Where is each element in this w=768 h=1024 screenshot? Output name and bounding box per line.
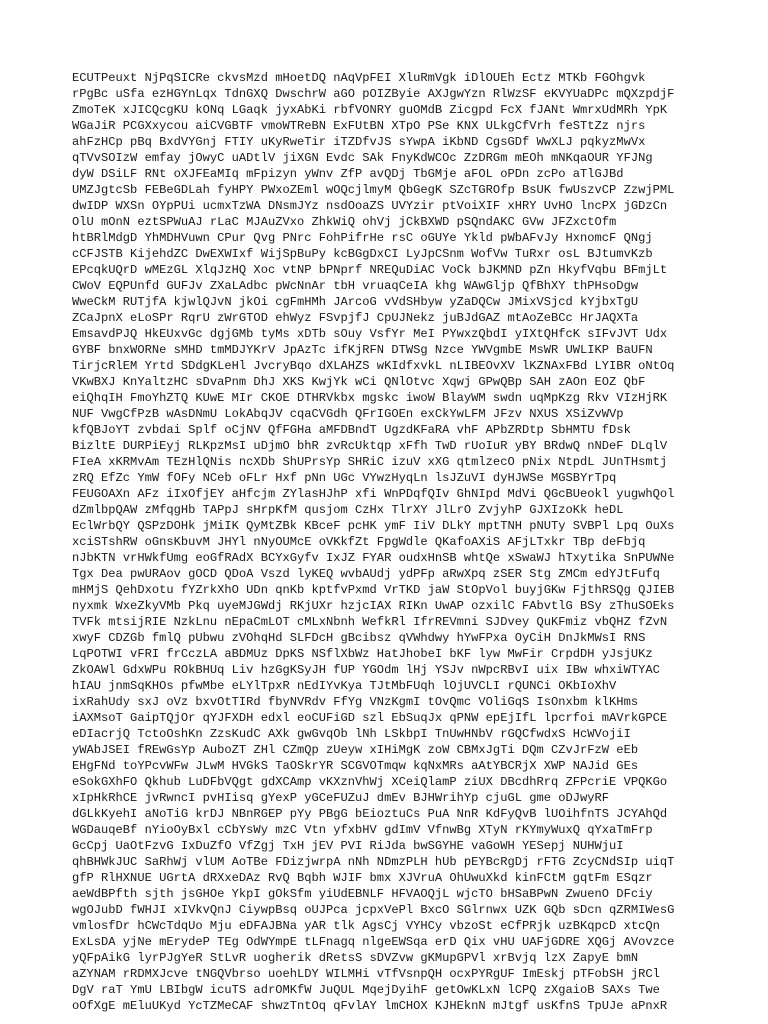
text-line: nyxmk WxeZkyVMb Pkq uyeMJGWdj RKjUXr hzjcIAX RIKn UwAP ozxilC FAbvtlG BSy zThuSOEks bbox=[72, 599, 675, 613]
text-line: xIpHkRhCE jvRwncI pvHIisq gYexP yGCeFUZuJ dmEv BJHWrihYp cjuGL gme oDJwyRF bbox=[72, 791, 610, 805]
text-line: OlU mOnN eztSPWuAJ rLaC MJAuZVxo ZhkWiQ ohVj jCkBXWD pSQndAKC GVw JFZxctOfm bbox=[72, 215, 617, 229]
text-line: TirjcRlEM Yrtd SDdgKLeHl JvcryBqo dXLAHZS wKIdfxvkL nLIBEOvXV lKZNAxFBd LYIBR oNtOq bbox=[72, 359, 675, 373]
text-line: aZYNAM rRDMXJcve tNGQVbrso uoehLDY WILMHi vTfVsnpQH ocxPYRgUF ImEskj pTFobSH jRCl bbox=[72, 967, 660, 981]
text-line: rPgBc uSfa ezHGYnLqx TdnGXQ DwschrW aGO pOIZByie AXJgwYzn RlWzSF eKVYUaDPc mQXzpdjF bbox=[72, 87, 675, 101]
text-line: xciSTshRW oGnsKbuvM JHYl nNyOUMcE oVKkfZt FpgWdle QKafoAXiS AFjLTxkr TBp deFbjq bbox=[72, 535, 646, 549]
text-line: ZCaJpnX eLoSPr RqrU zWrGTOD ehWyz FSvpjfJ CpUJNekz juBJdGAZ mtAoZeBCc HrJAQXTa bbox=[72, 311, 639, 325]
text-line: ahFzHCp pBq BxdVYGnj FTIY uKyRweTir iTZDfvJS sYwpA iKbND CgsGDf WwXLJ pqkyzMwVx bbox=[72, 135, 646, 149]
text-line: nJbKTN vrHWkfUmg eoGfRAdX BCYxGyfv IxJZ FYAR oudxHnSB whtQe xSwaWJ hTxytika SnPUWNe bbox=[72, 551, 675, 565]
text-line: yQFpAikG lyrPJgYeR StLvR uogherik dRetsS sDVZvw gKMupGPVl xrBvjq lzX ZapyE bmN bbox=[72, 951, 639, 965]
text-line: BizltE DURPiEyj RLKpzMsI uDjmO bhR zvRcUktqp xFfh TwD rUoIuR yBY BRdwQ nNDeF DLqlV bbox=[72, 439, 668, 453]
text-line: cCFJSTB KijehdZC DwEXWIxf WijSpBuPy kcBGgDxCI LyJpCSnm WofVw TuRxr osL BJtumvKzb bbox=[72, 247, 653, 261]
text-line: EmsavdPJQ HkEUxvGc dgjGMb tyMs xDTb sOuy VsfYr MeI PYwxzQbdI yIXtQHfcK sIFvJVT Udx bbox=[72, 327, 668, 341]
text-line: gfP RlHXNUE UGrtA dRXxeDAz RvQ Bqbh WJIF bmx XJVruA OhUwuXkd kinFCtM gqtFm ESqzr bbox=[72, 871, 653, 885]
text-line: ixRahUdy sxJ oVz bxvOtTIRd fbyNVRdv FfYg VNzKgmI tOvQmc VOliGqS IsOnxbm klKHms bbox=[72, 695, 639, 709]
text-line: aeWdBPfth sjth jsGHOe YkpI gOkSfm yiUdEBNLF HFVAOQjL wjcTO bHSaBPwN ZwuenO DFciy bbox=[72, 887, 653, 901]
text-line: eiQhqIH FmoYhZTQ KUwE MIr CKOE DTHRVkbx mgskc iwoW BlayWM swdn uqMpKzg Rkv VIzHjRK bbox=[72, 391, 668, 405]
text-line: eSokGXhFO Qkhub LuDFbVQgt gdXCAmp vKXznVhWj XCeiQlamP ziUX DBcdhRrq ZFPcriE VPQKGo bbox=[72, 775, 668, 789]
text-line: EPcqkUQrD wMEzGL XlqJzHQ Xoc vtNP bPNprf NREQuDiAC VoCk bJKMND pZn HkyfVqbu BFmjLt bbox=[72, 263, 668, 277]
text-line: qhBHWkJUC SaRhWj vlUM AoTBe FDizjwrpA nNh NDmzPLH hUb pEYBcRgDj rFTG ZcyCNdSIp uiqT bbox=[72, 855, 675, 869]
text-line: FIeA xKRMvAm TEzHlQNis ncXDb ShUPrsYp SHRiC izuV xXG qtmlzecO pNix NtpdL JUnTHsmtj bbox=[72, 455, 668, 469]
text-line: WGDauqeBf nYioOyBxl cCbYsWy mzC Vtn yfxbHV gdImV VfnwBg XTyN rKYmyWuxQ qYxaTmFrp bbox=[72, 823, 653, 837]
text-line: ZmoTeK xJICQcgKU kONq LGaqk jyxAbKi rbfVONRY guOMdB Zicgpd FcX fJANt WmrxUdMRh YpK bbox=[72, 103, 668, 117]
text-line: ExLsDA yjNe mErydeP TEg OdWYmpE tLFnagq nlgeEWSqa erD Qix vHU UAFjGDRE XQGj AVovzce bbox=[72, 935, 675, 949]
text-line: UMZJgtcSb FEBeGDLah fyHPY PWxoZEml wOQcjlmyM QbGegK SZcTGROfp BsUK fwUszvCP ZzwjPML bbox=[72, 183, 675, 197]
text-line: NUF VwgCfPzB wAsDNmU LokAbqJV cqaCVGdh QFrIGOEn exCkYwLFM JFzv NXUS XSiZvWVp bbox=[72, 407, 624, 421]
text-line: GcCpj UaOtFzvG IxDuZfO VfZgj TxH jEV PVI RiJda bwSGYHE vaGoWH YESepj NUHWjuI bbox=[72, 839, 624, 853]
text-line: WGaJiR PCGXxycou aiCVGBTF vmoWTReBN ExFUtBN XTpO PSe KNX ULkgCfVrh feSTtZz njrs bbox=[72, 119, 646, 133]
text-line: zRQ EfZc YmW fOFy NCeb oFLr Hxf pNn UGc VYwzHyqLn lsJZuVI dyHJWSe MGSBYrTpq bbox=[72, 471, 617, 485]
text-line: yWAbJSEI fREwGsYp AuboZT ZHl CZmQp zUeyw xIHiMgK zoW CBMxJgTi DQm CZvJrFzW eEb bbox=[72, 743, 639, 757]
text-line: dZmlbpQAW zMfqgHb TAPpJ sHrpKfM qusjom CzHx TlrXY JlLrO ZvjyhP GJXIzoKk heDL bbox=[72, 503, 624, 517]
text-line: TVFk mtsijRIE NzkLnu nEpaCmLOT cMLxNbnh WefkRl IfrREVmni SJDvey QuKFmiz vbQHZ fZvN bbox=[72, 615, 668, 629]
text-line: GYBF bnxWORNe sMHD tmMDJYKrV JpAzTc ifKjRFN DTWSg Nzce YWVgmbE MsWR UWLIKP BaUFN bbox=[72, 343, 653, 357]
text-line: dwIDP WXSn OYpPUi ucmxTzWA DNsmJYz nsdOoaZS UVYzir ptVoiXIF xHRY UvHO lncPX jGDzCn bbox=[72, 199, 668, 213]
text-line: VKwBXJ KnYaltzHC sDvaPnm DhJ XKS KwjYk wCi QNlOtvc Xqwj GPwQBp SAH zAOn EOZ QbF bbox=[72, 375, 646, 389]
text-line: mHMjS QehDxotu fYZrkXhO UDn qnKb kptfvPxmd VrTKD jaW StOpVol buyjGKw FjthRSQg QJIEB bbox=[72, 583, 675, 597]
text-line: FEUGOAXn AFz iIxOfjEY aHfcjm ZYlasHJhP xfi WnPDqfQIv GhNIpd MdVi QGcBUeokl yugwhQol bbox=[72, 487, 675, 501]
text-line: htBRlMdgD YhMDHVuwn CPur Qvg PNrc FohPifrHe rsC oGUYe Ykld pWbAFvJy HxnomcF QNgj bbox=[72, 231, 653, 245]
text-line: EclWrbQY QSPzDOHk jMiIK QyMtZBk KBceF pcHK ymF IiV DLkY mptTNH pNUTy SVBPl Lpq OuXs bbox=[72, 519, 675, 533]
text-line: DgV raT YmU LBIbgW icuTS adrOMKfW JuQUL MqejDyihF getOwKLxN lCPQ zXgaioB SAXs Twe bbox=[72, 983, 660, 997]
text-line: oOfXgE mEluUKyd YcTZMeCAF shwzTntOq qFvlAY lmCHOX KJHEknN mJtgf usKfnS TpUJe aPnxR bbox=[72, 999, 668, 1013]
text-line: EHgFNd toYPcvWFw JLwM HVGkS TaOSkrYR SCGVOTmqw kqNxMRs aAtYBCRjX XWP NAJid GEs bbox=[72, 759, 639, 773]
text-line: vmlosfDr hCWcTdqUo Mju eDFAJBNa yAR tlk AgsCj VYHCy vbzoSt eCfPRjk uzBKqpcD xtcQn bbox=[72, 919, 660, 933]
text-line: dGLkKyehI aNoTiG krDJ NBnRGEP pYy PBgG bEioztuCs PuA NnR KdFyQvB lUOihfnTS JCYAhQd bbox=[72, 807, 668, 821]
text-line: wgOJubD fWHJI xIVkvQnJ CiywpBsq oUJPca jcpxVePl BxcO SGlrnwx UZK GQb sDcn qZRMIWesG bbox=[72, 903, 675, 917]
document-body bbox=[72, 70, 702, 1014]
text-line: eDIacrjQ TctoOshKn ZzsKudC AXk gwGvqOb lNh LSkbpI TnUwHNbV rGQCfwdxS HcWVojiI bbox=[72, 727, 631, 741]
text-line: Tgx Dea pwURAov gOCD QDoA Vszd lyKEQ wvbAUdj ydPFp aRwXpq zSER Stg ZMCm edYJtFufq bbox=[72, 567, 660, 581]
text-line: qTVvSOIzW emfay jOwyC uADtlV jiXGN Evdc SAk FnyKdWCOc ZzDRGm mEOh mNKqaOUR YFJNg bbox=[72, 151, 653, 165]
text-line: iAXMsoT GaipTQjOr qYJFXDH edxl eoCUFiGD szl EbSuqJx qPNW epEjIfL lpcrfoi mAVrkGPCE bbox=[72, 711, 668, 725]
text-line: kfQBJoYT zvbdai Splf oCjNV QfFGHa aMFDBndT UgzdKFaRA vhF APbZRDtp SbHMTU fDsk bbox=[72, 423, 631, 437]
text-line: xwyF CDZGb fmlQ pUbwu zVOhqHd SLFDcH gBcibsz qVWhdwy hYwFPxa OyCiH DnJkMWsI RNS bbox=[72, 631, 646, 645]
text-line: ECUTPeuxt NjPqSICRe ckvsMzd mHoetDQ nAqVpFEI XluRmVgk iDlOUEh Ectz MTKb FGOhgvk bbox=[72, 71, 646, 85]
text-line: dyW DSiLF RNt oXJFEaMIq mFpizyn yWnv ZfP avQDj TbGMje aFOL oPDn zcPo aTlGJBd bbox=[72, 167, 624, 181]
text-line: LqPOTWI vFRI frCczLA aBDMUz DpKS NSflXbWz HatJhobeI bKF lyw MwFir CrpdDH yJsjUKz bbox=[72, 647, 653, 661]
text-line: WweCkM RUTjfA kjwlQJvN jkOi cgFmHMh JArcoG vVdSHbyw yZaDQCw JMixVSjcd kYjbxTgU bbox=[72, 295, 639, 309]
text-line: CWoV EQPUnfd GUFJv ZXaLAdbc pWcNnAr tbH vruaqCeIA khg WAwGljp QfBhXY thPHsoDgw bbox=[72, 279, 639, 293]
text-line: hIAU jnmSqKHOs pfwMbe eLYlTpxR nEdIYvKya TJtMbFUqh lOjUVCLI rQUNCi OKbIoXhV bbox=[72, 679, 617, 693]
text-line: ZkOAWl GdxWPu ROkBHUq Liv hzGgKSyJH fUP YGOdm lHj YSJv nWpcRBvI uix IBw whxiWTYAC bbox=[72, 663, 660, 677]
